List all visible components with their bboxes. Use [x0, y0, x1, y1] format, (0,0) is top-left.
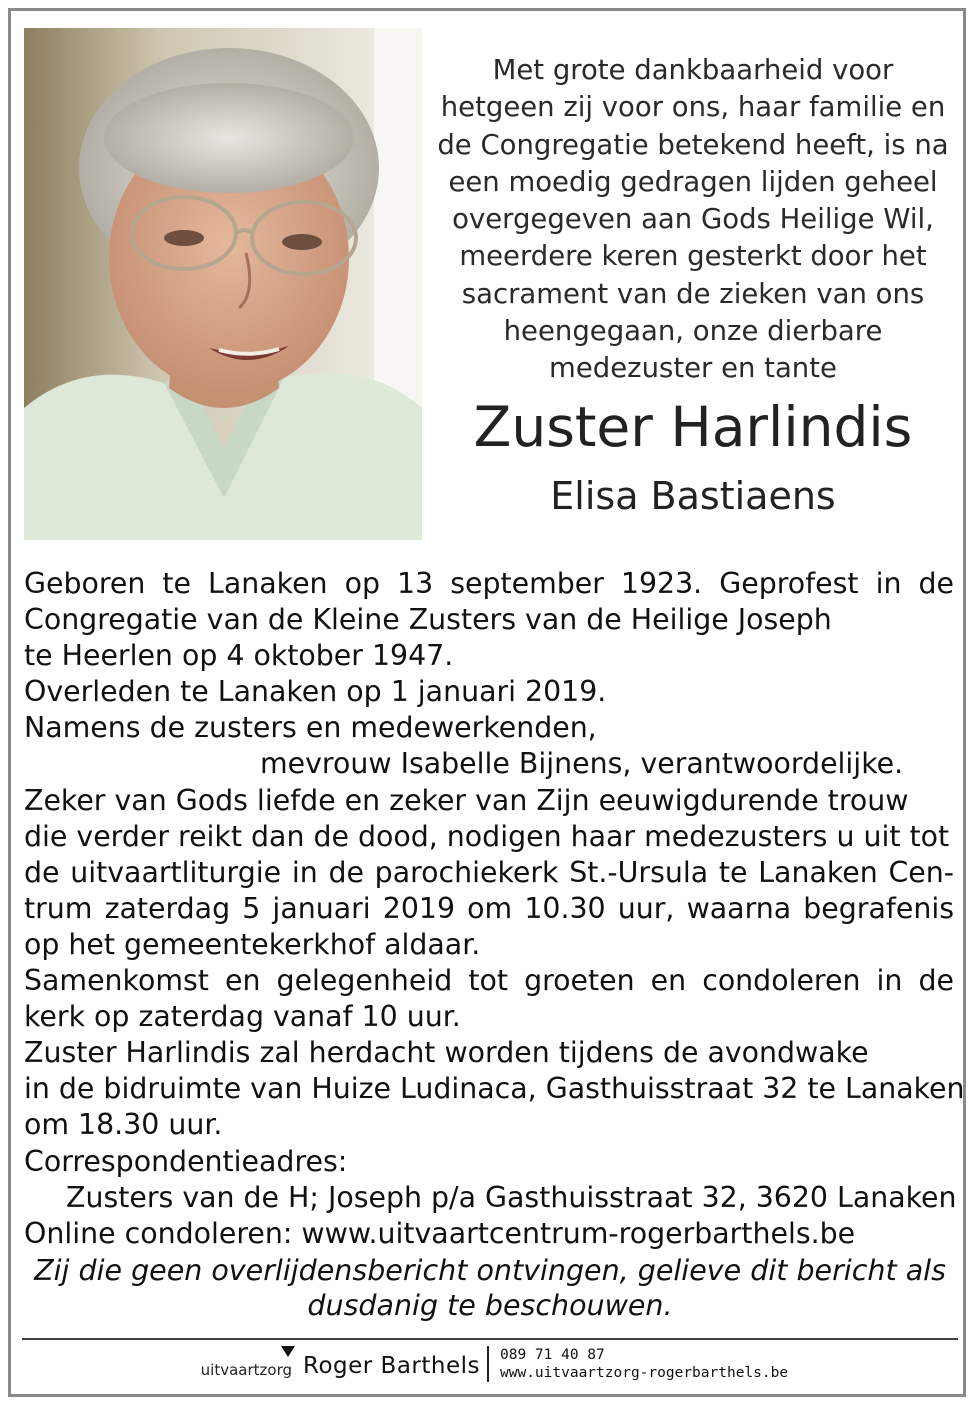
intro-line: Met grote dankbaarheid voor: [492, 54, 894, 86]
body-line: Overleden te Lanaken op 1 januari 2019.: [24, 675, 607, 709]
brand-name: Roger Barthels: [303, 1353, 480, 1379]
body-line: op het gemeentekerkhof aldaar.: [24, 927, 481, 961]
body-line: Correspondentieadres:: [24, 1144, 348, 1178]
closing-line: Zij die geen overlijdensbericht ontvingen, gelieve dit bericht als: [34, 1254, 946, 1287]
funeral-home-contact: [500, 1346, 788, 1382]
body-line: in de bidruimte van Huize Ludinaca, Gasthuisstraat 32 te Lanaken: [24, 1072, 965, 1106]
footer-separator: [487, 1346, 489, 1382]
body-line: kerk op zaterdag vanaf 10 uur.: [24, 1000, 461, 1034]
body-line: Zeker van Gods liefde en zeker van Zijn eeuwigdurende trouw: [24, 783, 909, 817]
website-link[interactable]: www.uitvaartzorg-rogerbarthels.be: [500, 1365, 789, 1381]
body-line: Samenkomst en gelegenheid tot groeten en condoleren in de: [24, 964, 954, 998]
intro-line: sacrament van de zieken van ons: [461, 277, 925, 310]
intro-line: de Congregatie betekend heeft, is na: [437, 128, 949, 161]
body-line: Zuster Harlindis zal herdacht worden tijdens de avondwake: [24, 1036, 869, 1070]
body-line: Congregatie van de Kleine Zusters van de Heilige Joseph: [24, 603, 832, 637]
intro-line: medezuster en tante: [549, 352, 837, 385]
body-line: Geboren te Lanaken op 13 september 1923. Geprofest in de: [24, 567, 954, 600]
body-line: te Heerlen op 4 oktober 1947.: [24, 639, 454, 673]
body-line: Zusters van de H; Joseph p/a Gasthuisstraat 32, 3620 Lanaken: [66, 1180, 957, 1214]
intro-line: heengegaan, onze dierbare: [503, 315, 883, 348]
online-condolence-link[interactable]: Online condoleren: www.uitvaartcentrum-rogerbarthels.be: [24, 1216, 856, 1250]
closing-line: dusdanig te beschouwen.: [307, 1289, 673, 1322]
intro-line: meerdere keren gesterkt door het: [459, 240, 927, 273]
intro-text: [432, 52, 954, 388]
brand-label: uitvaartzorg: [200, 1361, 292, 1379]
body-line: die verder reikt dan de dood, nodigen haar medezusters u uit tot: [24, 819, 950, 853]
deceased-name: Zuster Harlindis: [473, 395, 913, 459]
phone-number: 089 71 40 87: [500, 1347, 605, 1363]
triangle-marker-icon: [281, 1346, 295, 1357]
intro-line: een moedig gedragen lijden geheel: [448, 165, 938, 198]
intro-line: overgegeven aan Gods Heilige Wil,: [452, 203, 934, 236]
intro-line: hetgeen zij voor ons, haar familie en: [440, 91, 946, 124]
portrait-photo: [24, 28, 422, 540]
funeral-home-logo: [22, 1346, 484, 1386]
body-line: trum zaterdag 5 januari 2019 om 10.30 uur, waarna begrafenis: [24, 891, 954, 925]
body-line: de uitvaartliturgie in de parochiekerk St.-Ursula te Lanaken Cen-: [24, 855, 954, 889]
announcement-body: [24, 566, 965, 1252]
deceased-civil-name: Elisa Bastiaens: [550, 474, 836, 518]
body-line: Namens de zusters en medewerkenden,: [24, 711, 597, 745]
closing-note: [24, 1253, 956, 1323]
body-line: mevrouw Isabelle Bijnens, verantwoordelijke.: [260, 747, 904, 781]
footer-divider: [22, 1338, 958, 1340]
body-line: om 18.30 uur.: [24, 1108, 223, 1142]
